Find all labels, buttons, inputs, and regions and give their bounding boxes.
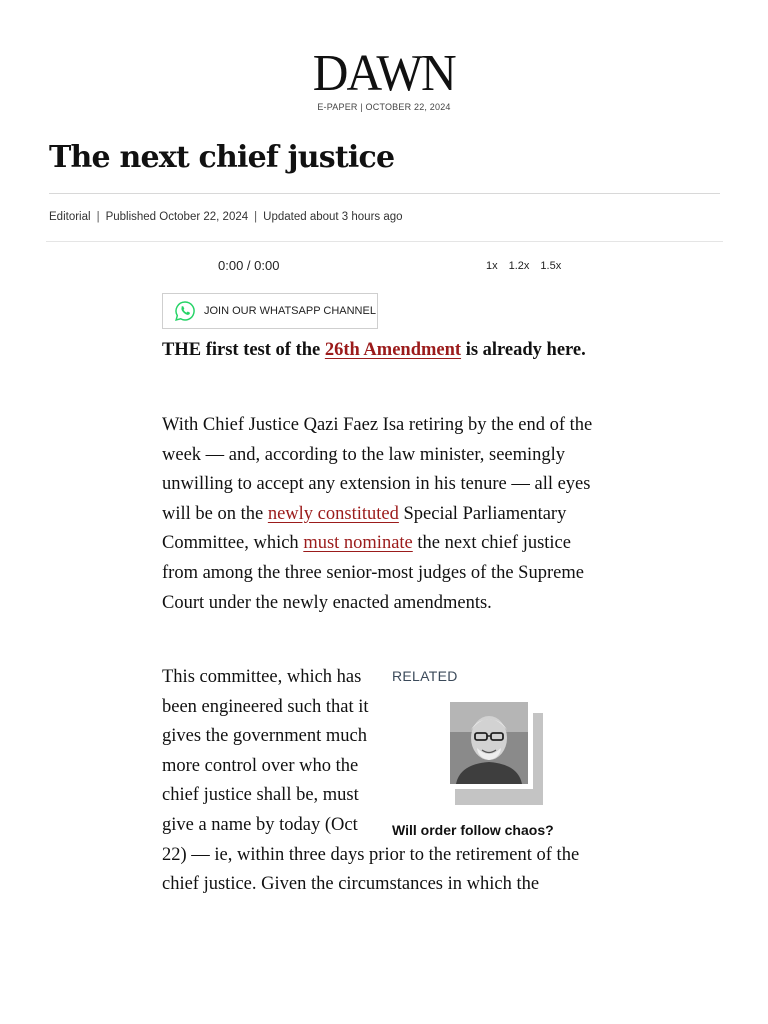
- page-title: The next chief justice: [49, 140, 395, 175]
- lede-text: THE first test of the: [162, 340, 325, 360]
- whatsapp-channel-label: JOIN OUR WHATSAPP CHANNEL: [204, 305, 376, 317]
- whatsapp-icon: [174, 300, 196, 322]
- speed-1x-button[interactable]: 1x: [486, 260, 498, 272]
- portrait-image: [450, 702, 528, 784]
- paragraph-text: the next chief justice from among the three senior-most judges of the Supreme Court under the newly enacted amendments.: [162, 533, 584, 613]
- meta-separator: |: [254, 211, 258, 223]
- newly-constituted-link[interactable]: newly constituted: [267, 503, 399, 524]
- lede-text: is already here.: [461, 340, 586, 360]
- related-label: RELATED: [392, 668, 458, 684]
- 26th-amendment-link[interactable]: 26th Amendment: [324, 340, 462, 360]
- related-article[interactable]: [392, 663, 594, 839]
- edition-date: E-PAPER | OCTOBER 22, 2024: [317, 102, 451, 112]
- divider: [46, 241, 723, 242]
- paragraph-text: Special Parliamentary Committee, which: [162, 503, 567, 554]
- article-paragraph: [162, 663, 594, 900]
- paragraph-text: With Chief Justice Qazi Faez Isa retiring by the end of the week — and, according to the law minister, seemingly unwilling to accept any extension in his tenure — all eyes will be on the: [162, 415, 593, 524]
- speed-1-2x-button[interactable]: 1.2x: [508, 260, 530, 272]
- category-link[interactable]: Editorial: [49, 211, 91, 223]
- must-nominate-link[interactable]: must nominate: [303, 533, 413, 554]
- updated-time: Updated about 3 hours ago: [263, 211, 403, 223]
- paragraph-text: This committee, which has been engineered such that it gives the government much more control over who the chief justice shall be, must give a name by today (Oct 22) — ie, within three days prior to the retirement of the chief justice. Given the circumstances in which the: [162, 667, 580, 895]
- related-title[interactable]: Will order follow chaos?: [392, 822, 554, 838]
- whatsapp-channel-button[interactable]: [162, 293, 378, 329]
- meta-separator: |: [96, 211, 100, 223]
- dawn-logo[interactable]: DAWN: [312, 45, 456, 102]
- speed-1-5x-button[interactable]: 1.5x: [540, 260, 562, 272]
- player-time: 0:00 / 0:00: [218, 258, 280, 273]
- author-photo: [445, 697, 533, 789]
- article-paragraph: [162, 411, 594, 618]
- audio-player[interactable]: [162, 256, 592, 278]
- playback-speed-options: [486, 260, 561, 272]
- article-lede: [162, 336, 594, 366]
- divider: [49, 193, 720, 194]
- related-thumbnail[interactable]: [445, 697, 545, 807]
- article-meta: [49, 211, 403, 223]
- published-date: Published October 22, 2024: [105, 211, 249, 223]
- masthead: [0, 45, 768, 112]
